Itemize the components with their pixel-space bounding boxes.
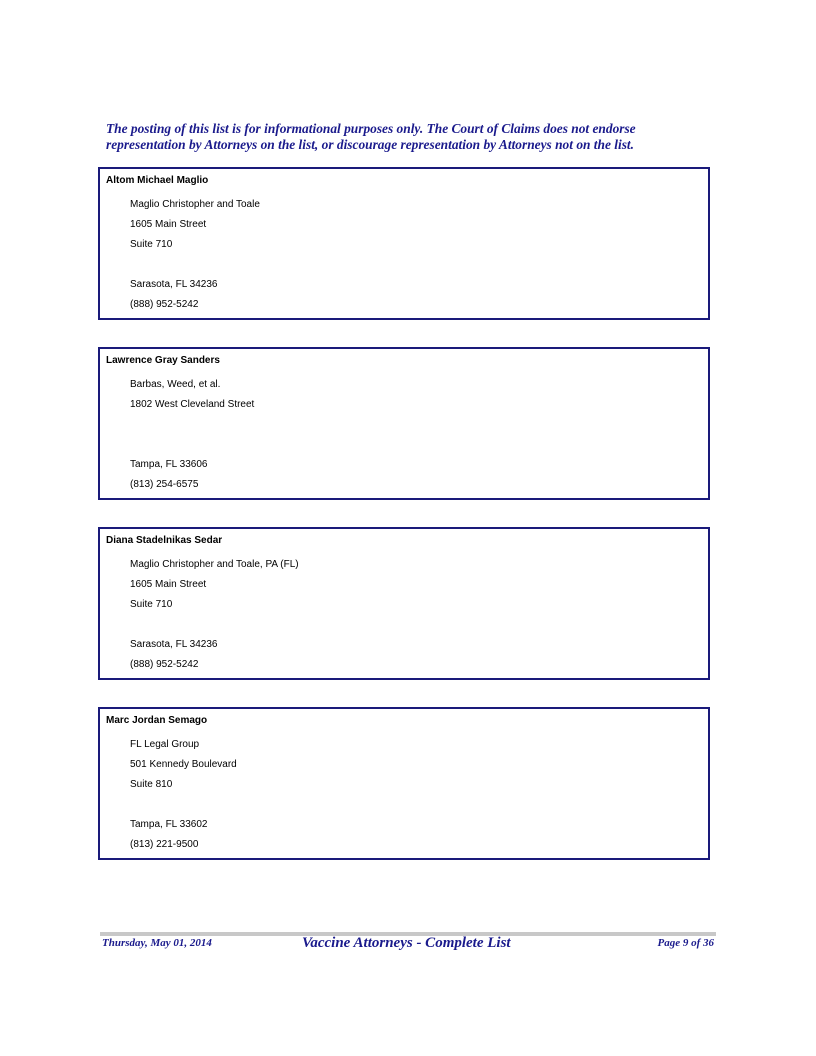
attorney-name: Marc Jordan Semago (106, 715, 208, 726)
attorney-phone: (888) 952-5242 (130, 299, 199, 310)
attorney-firm: FL Legal Group (130, 739, 200, 750)
footer-title: Vaccine Attorneys - Complete List (302, 935, 511, 951)
attorney-card (98, 167, 710, 320)
disclaimer-line-1: The posting of this list is for informational purposes only. The Court of Claims does not endorse (106, 121, 636, 136)
attorney-card (98, 527, 710, 680)
attorney-phone: (813) 254-6575 (130, 479, 199, 490)
attorney-address-line-2: Suite 710 (130, 239, 173, 250)
attorney-name: Altom Michael Maglio (106, 175, 209, 186)
attorney-city-state-zip: Sarasota, FL 34236 (130, 639, 218, 650)
attorney-name: Lawrence Gray Sanders (106, 355, 220, 366)
attorney-city-state-zip: Sarasota, FL 34236 (130, 279, 218, 290)
disclaimer-text (106, 121, 726, 153)
attorney-address-line-1: 1605 Main Street (130, 219, 207, 230)
attorney-name: Diana Stadelnikas Sedar (106, 535, 223, 546)
attorney-phone: (813) 221-9500 (130, 839, 199, 850)
attorney-firm: Barbas, Weed, et al. (130, 379, 221, 390)
attorney-address-line-1: 501 Kennedy Boulevard (130, 759, 237, 770)
attorney-address-line-2: Suite 810 (130, 779, 173, 790)
attorney-firm: Maglio Christopher and Toale, PA (FL) (130, 559, 299, 570)
attorney-address-line-1: 1605 Main Street (130, 579, 207, 590)
attorney-city-state-zip: Tampa, FL 33606 (130, 459, 208, 470)
disclaimer-line-2: representation by Attorneys on the list, or discourage representation by Attorneys not on the list. (106, 137, 634, 152)
attorney-address-line-1: 1802 West Cleveland Street (130, 399, 255, 410)
attorney-firm: Maglio Christopher and Toale (130, 199, 260, 210)
attorney-city-state-zip: Tampa, FL 33602 (130, 819, 208, 830)
attorney-card (98, 347, 710, 500)
footer-date: Thursday, May 01, 2014 (102, 937, 212, 949)
attorney-address-line-2: Suite 710 (130, 599, 173, 610)
attorney-phone: (888) 952-5242 (130, 659, 199, 670)
attorney-card (98, 707, 710, 860)
footer-page-number: Page 9 of 36 (657, 937, 714, 949)
